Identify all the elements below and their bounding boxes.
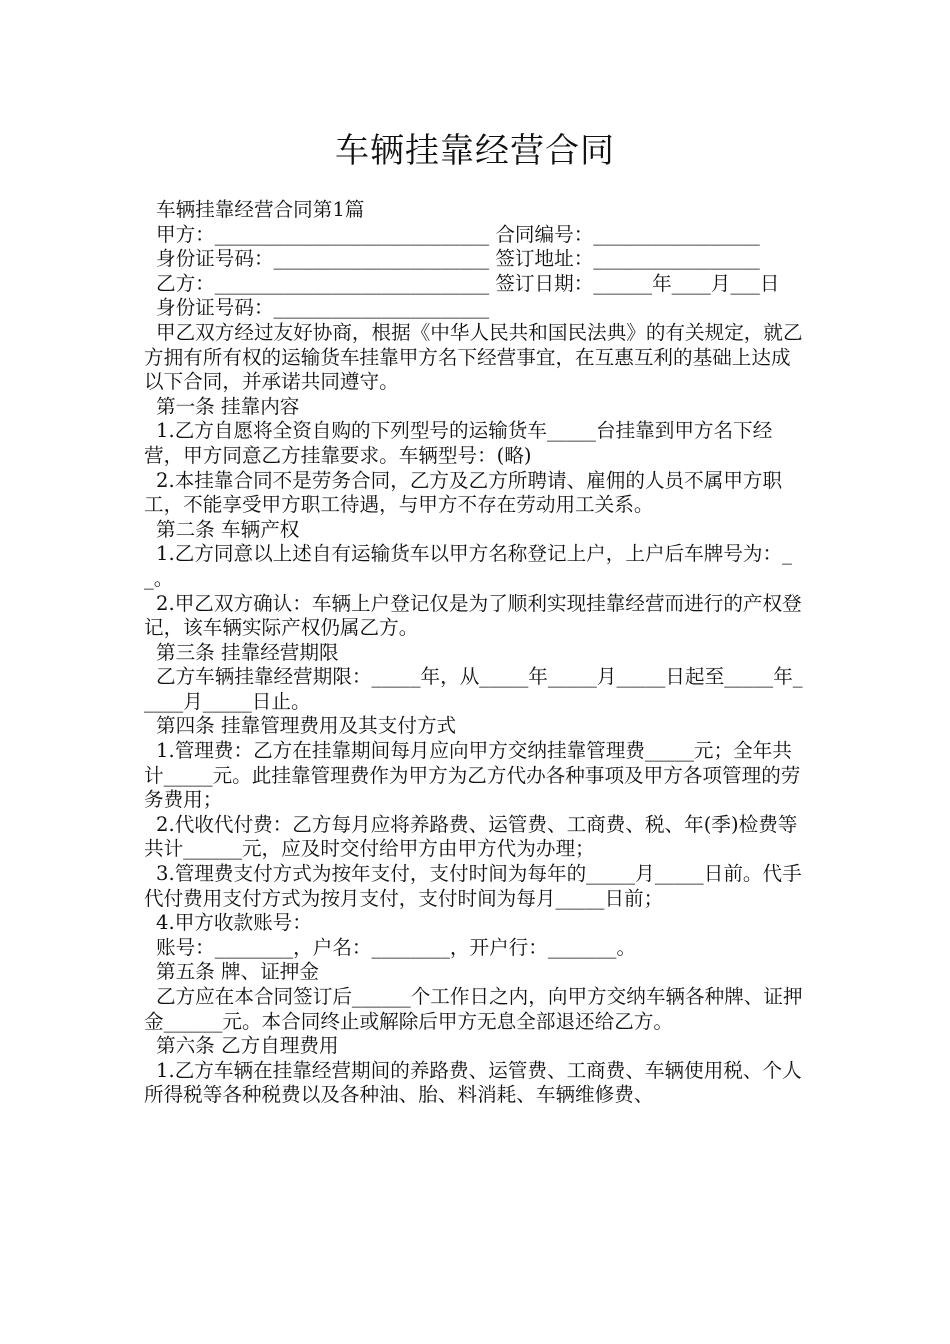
clause-paragraph: 乙方应在本合同签订后______个工作日之内，向甲方交纳车辆各种牌、证押金______元。本合同终止或解除后甲方无息全部退还给乙方。 xyxy=(144,985,803,1033)
article-heading: 第四条 挂靠管理费用及其支付方式 xyxy=(156,714,457,738)
section-heading: 车辆挂靠经营合同第1篇 xyxy=(156,198,365,221)
article-heading: 第一条 挂靠内容 xyxy=(156,394,300,418)
preamble-paragraph: 甲乙双方经过友好协商，根据《中华人民共和国民法典》的有关规定，就乙方拥有所有权的运输货车挂靠甲方名下经营事宜，在互惠互利的基础上达成以下合同，并承诺共同遵守。 xyxy=(144,320,803,394)
clause-paragraph: 账号：________，户名：________，开户行：_______。 xyxy=(156,935,637,959)
clause-paragraph: 乙方车辆挂靠经营期限：_____年，从_____年_____月_____日起至_____年_____月_____日止。 xyxy=(144,665,803,713)
clause-paragraph: 1.管理费：乙方在挂靠期间每月应向甲方交纳挂靠管理费_____元；全年共计_____元。此挂靠管理费作为甲方为乙方代办各种事项及甲方各项管理的劳务费用； xyxy=(144,739,801,812)
party-b-line: 乙方：____________________________ 签订日期：______年____月___日 xyxy=(156,271,780,295)
clause-paragraph: 3.管理费支付方式为按年支付，支付时间为每年的_____月_____日前。代手代付费用支付方式为按月支付，支付时间为每月_____日前； xyxy=(144,862,802,910)
clause-paragraph: 2.甲乙双方确认：车辆上户登记仅是为了顺利实现挂靠经营而进行的产权登记，该车辆实际产权仍属乙方。 xyxy=(144,591,802,640)
clause-paragraph: 2.本挂靠合同不是劳务合同，乙方及乙方所聘请、雇佣的人员不属甲方职工，不能享受甲方职工待遇，与甲方不存在劳动用工关系。 xyxy=(144,468,783,517)
clause-paragraph: 2.代收代付费：乙方每月应将养路费、运管费、工商费、税、年(季)检费等共计______元，应及时交付给甲方由甲方代为办理； xyxy=(144,812,798,861)
article-heading: 第五条 牌、证押金 xyxy=(156,960,319,984)
party-a-line: 甲方：____________________________ 合同编号：_________________ xyxy=(156,222,760,246)
clause-paragraph: 1.乙方自愿将全资自购的下列型号的运输货车_____台挂靠到甲方名下经营，甲方同意乙方挂靠要求。车辆型号：(略) xyxy=(144,419,773,467)
document-title: 车辆挂靠经营合同 xyxy=(335,131,615,171)
article-heading: 第三条 挂靠经营期限 xyxy=(156,640,339,664)
party-b-id-line: 身份证号码：______________________ xyxy=(156,296,490,320)
article-heading: 第六条 乙方自理费用 xyxy=(156,1034,339,1058)
clause-paragraph: 1.乙方车辆在挂靠经营期间的养路费、运管费、工商费、车辆使用税、个人所得税等各种税费以及各种油、胎、料消耗、车辆维修费、 xyxy=(144,1058,802,1107)
article-heading: 第二条 车辆产权 xyxy=(156,517,300,541)
document-body xyxy=(144,198,808,1108)
clause-paragraph: 1.乙方同意以上述自有运输货车以甲方名称登记上户，上户后车牌号为：__。 xyxy=(144,542,792,590)
clause-paragraph: 4.甲方收款账号： xyxy=(156,911,312,935)
party-a-id-line: 身份证号码：______________________ 签订地址：_________________ xyxy=(156,247,760,271)
